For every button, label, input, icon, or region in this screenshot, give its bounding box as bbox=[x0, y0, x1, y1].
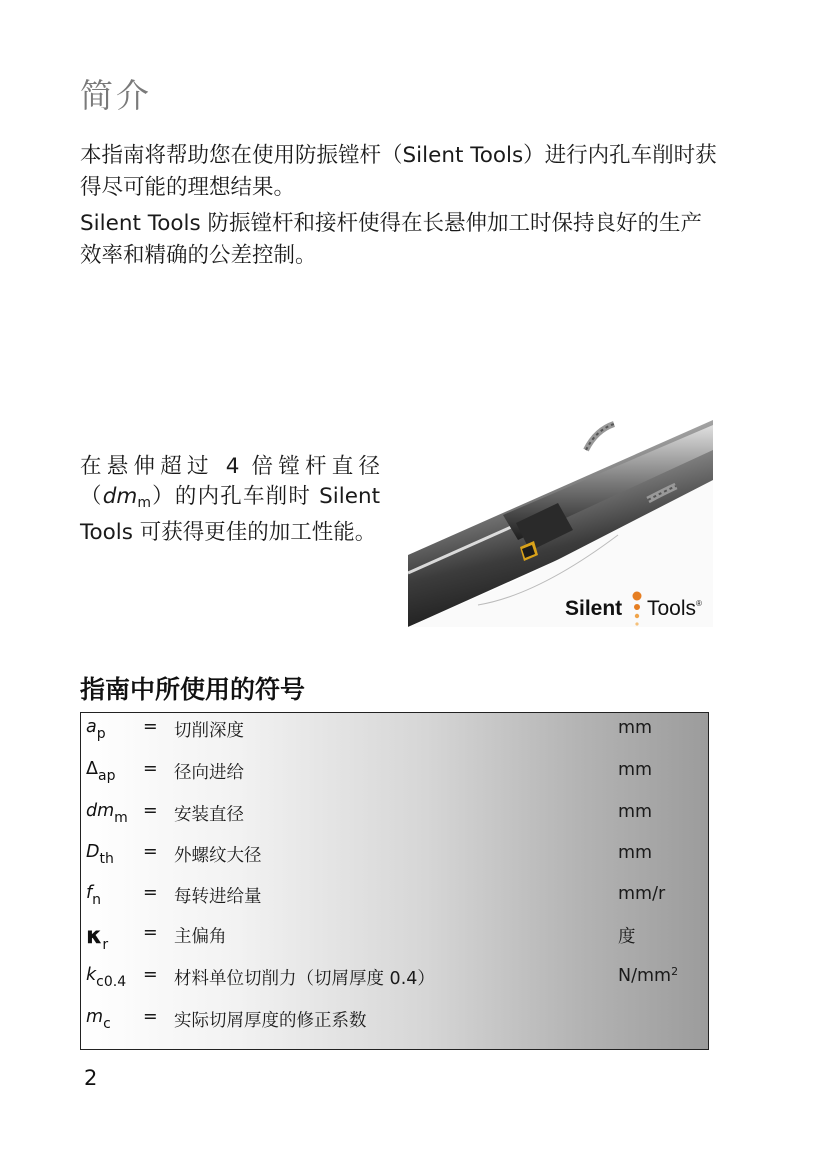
overhang-note bbox=[80, 452, 380, 548]
symbols-table bbox=[80, 712, 709, 1050]
symbol-main: Δ bbox=[86, 759, 98, 779]
symbol-main: f bbox=[86, 883, 93, 903]
unit-text: 度 bbox=[618, 927, 636, 947]
symbol-unit bbox=[618, 923, 636, 948]
symbols-heading: 指南中所使用的符号 bbox=[80, 675, 306, 704]
logo-word-tools bbox=[647, 597, 702, 621]
symbol-description: 外螺纹大径 bbox=[174, 846, 262, 866]
overhang-note-symbol: dm bbox=[102, 484, 138, 509]
symbol-description: 材料单位切削力（切屑厚度 0.4） bbox=[174, 969, 435, 989]
symbol-row bbox=[81, 1003, 708, 1039]
unit-text: N/mm bbox=[618, 966, 672, 986]
symbol-cell bbox=[86, 883, 101, 908]
equals-sign: = bbox=[143, 923, 158, 943]
overhang-note-part1: 在悬伸超过 4 倍镗杆直径（ bbox=[80, 454, 380, 509]
equals-sign: = bbox=[143, 1007, 158, 1027]
symbol-row bbox=[81, 838, 708, 874]
symbol-main: dm bbox=[86, 801, 115, 821]
symbol-main: k bbox=[86, 965, 97, 985]
symbol-sub: m bbox=[114, 810, 128, 826]
intro-paragraph-1: 本指南将帮助您在使用防振镗杆（Silent Tools）进行内孔车削时获得尽可能的理想结果。 bbox=[80, 143, 717, 200]
symbol-row bbox=[81, 755, 708, 791]
symbol-main: m bbox=[86, 1007, 104, 1027]
symbol-row bbox=[81, 919, 708, 955]
overhang-note-symbol-sub: m bbox=[137, 495, 151, 511]
symbol-cell bbox=[86, 965, 126, 990]
symbol-description: 每转进给量 bbox=[174, 887, 262, 907]
symbol-sub: th bbox=[99, 851, 114, 867]
symbol-cell bbox=[86, 923, 108, 953]
symbol-description: 安装直径 bbox=[174, 805, 244, 825]
equals-sign: = bbox=[143, 842, 158, 862]
page-number: 2 bbox=[84, 1066, 98, 1090]
unit-superscript: 2 bbox=[671, 965, 679, 978]
symbol-sub: r bbox=[102, 937, 109, 953]
symbol-main: D bbox=[86, 842, 100, 862]
logo-registered-mark: ® bbox=[696, 599, 702, 608]
symbol-unit bbox=[618, 717, 652, 738]
symbol-description: 切削深度 bbox=[174, 721, 244, 741]
symbol-row bbox=[81, 713, 708, 749]
symbol-description: 主偏角 bbox=[174, 927, 227, 947]
symbol-unit bbox=[618, 883, 665, 904]
logo-dots-icon bbox=[631, 590, 643, 630]
equals-sign: = bbox=[143, 759, 158, 779]
unit-text: mm bbox=[618, 802, 653, 822]
symbol-unit bbox=[618, 759, 652, 780]
symbol-cell bbox=[86, 842, 114, 867]
silent-tools-logo bbox=[565, 590, 715, 630]
unit-text: mm bbox=[618, 718, 653, 738]
symbol-sub: p bbox=[96, 726, 106, 742]
equals-sign: = bbox=[143, 965, 158, 985]
intro-paragraph-2: Silent Tools 防振镗杆和接杆使得在长悬伸加工时保持良好的生产效率和精确的公差控制。 bbox=[80, 211, 703, 268]
symbol-sub: c0.4 bbox=[96, 974, 127, 990]
symbol-sub: c bbox=[103, 1016, 111, 1032]
overhang-note-part2: ）的内孔车削时 Silent Tools 可获得更佳的加工性能。 bbox=[80, 484, 380, 545]
unit-text: mm/r bbox=[618, 884, 666, 904]
symbol-row bbox=[81, 961, 708, 997]
unit-text: mm bbox=[618, 843, 653, 863]
symbol-main: κ bbox=[86, 923, 103, 949]
page-title: 简介 bbox=[80, 76, 152, 115]
symbol-row bbox=[81, 797, 708, 833]
equals-sign: = bbox=[143, 883, 158, 903]
symbol-sub: n bbox=[92, 892, 102, 908]
symbol-cell bbox=[86, 1007, 111, 1032]
equals-sign: = bbox=[143, 801, 158, 821]
symbol-unit bbox=[618, 842, 652, 863]
symbol-cell bbox=[86, 801, 128, 826]
symbol-sub: ap bbox=[97, 768, 116, 784]
equals-sign: = bbox=[143, 717, 158, 737]
unit-text: mm bbox=[618, 760, 653, 780]
logo-word-silent: Silent bbox=[565, 597, 623, 620]
symbol-main: a bbox=[86, 717, 97, 737]
symbol-description: 实际切屑厚度的修正系数 bbox=[174, 1011, 367, 1031]
symbol-row bbox=[81, 879, 708, 915]
symbol-cell bbox=[86, 717, 106, 742]
logo-tools-text: Tools bbox=[647, 597, 697, 620]
symbol-unit bbox=[618, 965, 678, 986]
symbol-unit bbox=[618, 801, 652, 822]
symbol-description: 径向进给 bbox=[174, 763, 244, 783]
symbol-cell bbox=[86, 759, 115, 784]
